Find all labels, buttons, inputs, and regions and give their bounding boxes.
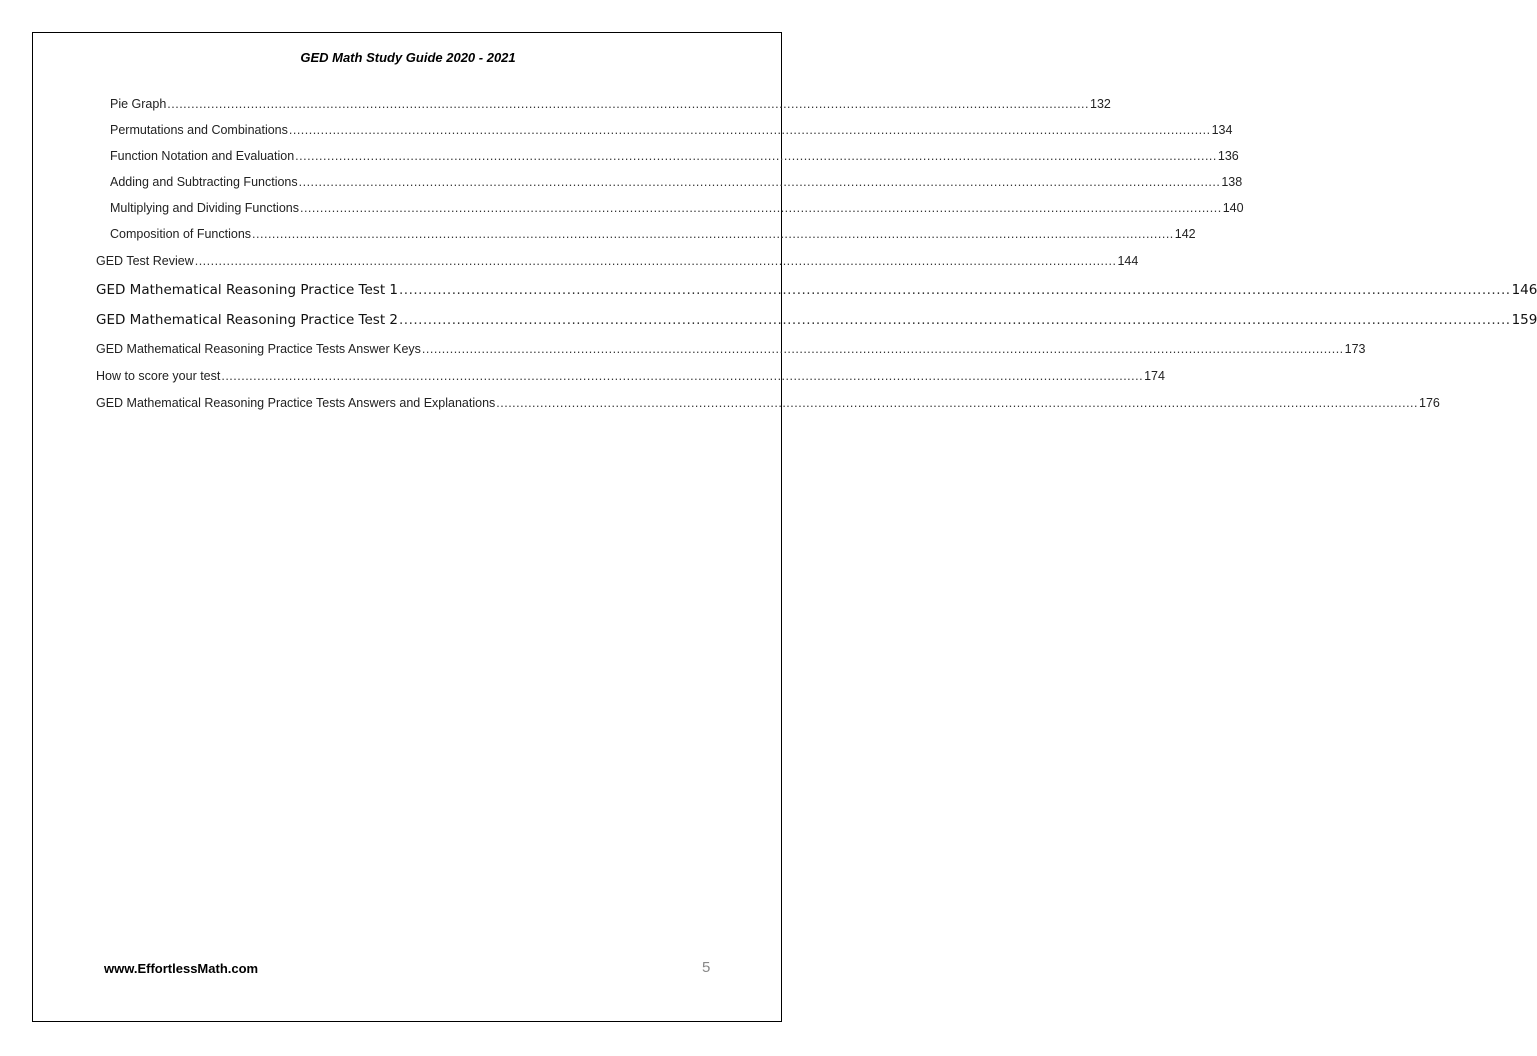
toc-entry-practice-test-2[interactable] [96,312,1537,328]
toc-entry-label: GED Mathematical Reasoning Practice Test 1 [96,282,399,298]
toc-entry-answer-keys[interactable] [96,342,1366,356]
toc-entry-page: 134 [1211,123,1233,137]
page-header-title: GED Math Study Guide 2020 - 2021 [300,50,516,65]
toc-entry-multiplying-dividing[interactable] [110,201,1244,215]
toc-entry-label: GED Mathematical Reasoning Practice Test 2 [96,312,399,328]
toc-leader-dots: ........................................................................................................................................................................................................................................ [221,369,1144,383]
toc-entry-label: Permutations and Combinations [110,123,288,137]
toc-entry-page: 132 [1090,97,1111,111]
toc-entry-page: 144 [1117,254,1139,268]
toc-entry-practice-test-1[interactable] [96,282,1537,298]
toc-entry-function-notation[interactable] [110,149,1239,163]
toc-leader-dots: ........................................................................................................................................................................................................................................ [288,123,1211,137]
toc-entry-page: 159 [1511,312,1537,328]
toc-entry-page: 138 [1221,175,1243,189]
toc-entry-label: Multiplying and Dividing Functions [110,201,299,215]
toc-leader-dots: ........................................................................................................................................................................................................................................ [421,342,1344,356]
toc-entry-label: Pie Graph [110,97,167,111]
toc-entry-label: GED Mathematical Reasoning Practice Tests Answers and Explanations [96,396,496,410]
toc-entry-page: 146 [1511,282,1537,298]
footer-page-number: 5 [702,959,711,976]
toc-entry-composition[interactable] [110,227,1196,241]
toc-entry-label: GED Mathematical Reasoning Practice Tests Answer Keys [96,342,421,356]
toc-entry-label: GED Test Review [96,254,194,268]
toc-entry-page: 140 [1222,201,1244,215]
toc-entry-page: 136 [1217,149,1239,163]
toc-entry-label: How to score your test [96,369,221,383]
toc-entry-answers-explanations[interactable] [96,396,1440,410]
toc-entry-label: Composition of Functions [110,227,252,241]
toc-leader-dots: ........................................................................................................................................................................................................................................ [298,175,1221,189]
toc-entry-label: Function Notation and Evaluation [110,149,295,163]
toc-entry-adding-subtracting[interactable] [110,175,1243,189]
toc-entry-page: 176 [1419,396,1440,410]
toc-leader-dots: ........................................................................................................................................................................................................................................ [295,149,1217,163]
toc-leader-dots: ........................................................................................................................................................................................................................................ [496,396,1418,410]
toc-leader-dots: ........................................................................................................................................................................................................................................ [194,254,1117,268]
toc-entry-test-review[interactable] [96,254,1139,268]
toc-entry-page: 173 [1344,342,1366,356]
toc-entry-label: Adding and Subtracting Functions [110,175,298,189]
footer-website: www.EffortlessMath.com [104,961,259,976]
toc-leader-dots: ........................................................................................................................................................................................................................................ [252,227,1174,241]
toc-leader-dots: ........................................................................................................................................................................................................................................ [299,201,1222,215]
toc-leader-dots: ........................................................................................................................................................................................................................................ [399,312,1511,328]
toc-entry-score-test[interactable] [96,369,1165,383]
toc-leader-dots: ........................................................................................................................................................................................................................................ [399,282,1511,298]
toc-leader-dots: ........................................................................................................................................................................................................................................ [167,97,1089,111]
toc-entry-permutations[interactable] [110,123,1233,137]
toc-entry-page: 142 [1174,227,1196,241]
toc-entry-pie-graph[interactable] [110,97,1111,111]
toc-entry-page: 174 [1144,369,1165,383]
